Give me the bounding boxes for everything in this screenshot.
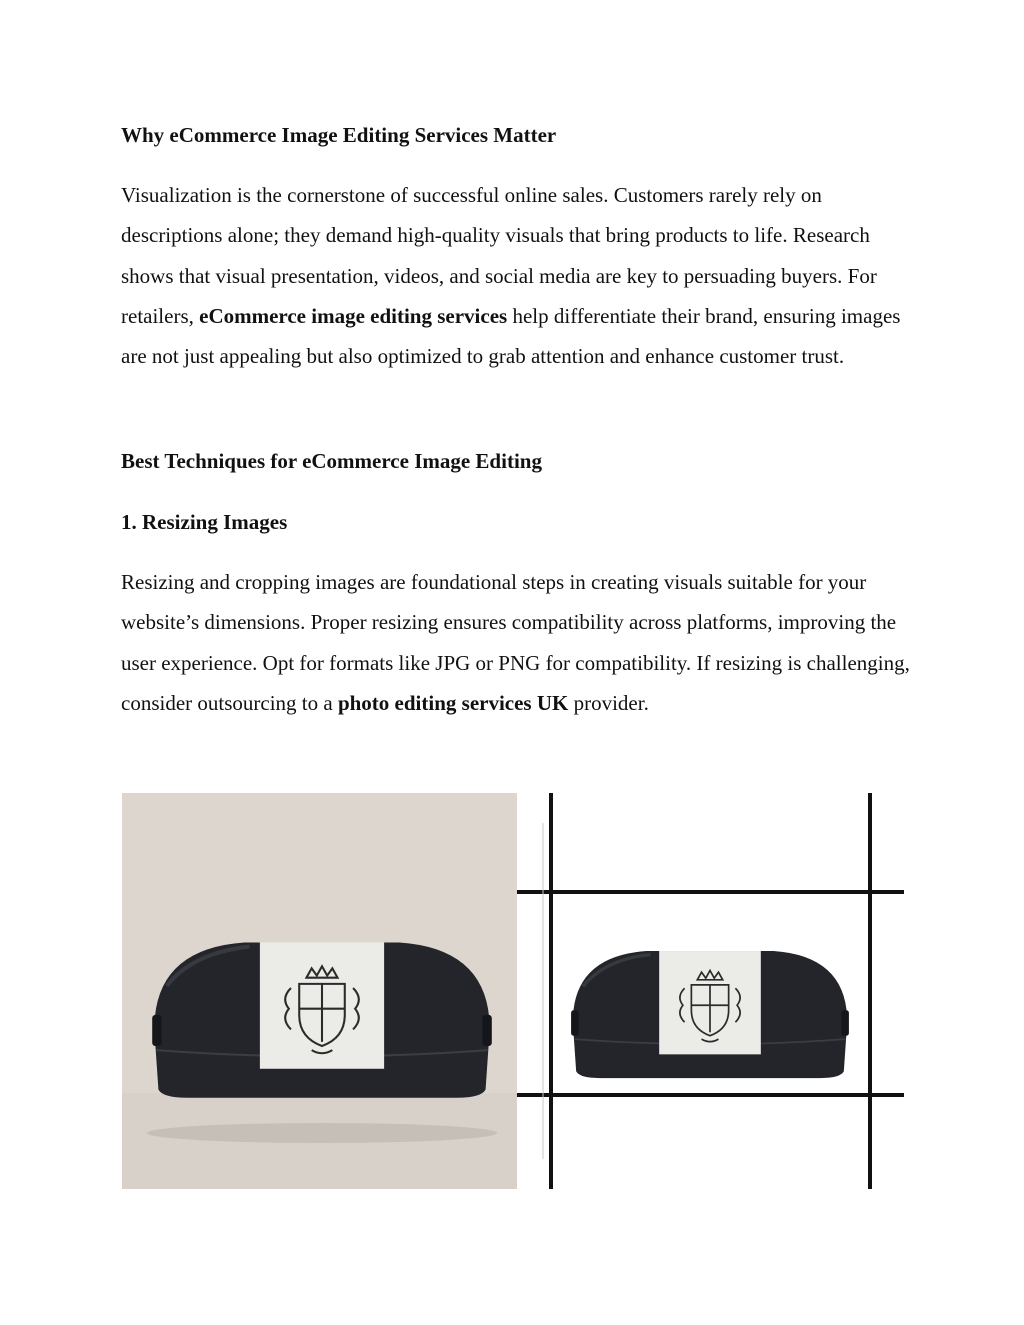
heading-why-ecommerce: Why eCommerce Image Editing Services Matter: [121, 123, 557, 147]
bold-term-ecommerce-services: eCommerce image editing services: [199, 303, 508, 328]
paragraph-text: Visualization is the cornerstone of successful online sales. Customers rarely rely on descriptions alone; they demand high-quality visuals that bring products to life. Research shows that visual presentation, videos, and social media are key to persuading buyers. For retailers,: [121, 183, 877, 328]
paragraph-text: help differentiate their brand, ensuring images are not just appealing but also optimized to grab attention and enhance customer trust.: [121, 303, 901, 369]
heading-resizing-images: 1. Resizing Images: [121, 510, 288, 534]
paragraph-visualization: [121, 175, 911, 376]
paragraph-text: provider.: [568, 690, 649, 715]
bold-term-photo-editing-uk: photo editing services UK: [337, 690, 569, 715]
paragraph-text: Resizing and cropping images are foundational steps in creating visuals suitable for your website’s dimensions. Proper resizing ensures compatibility across platforms, improving the user experience. Opt for formats like JPG or PNG for compatibility. If resizing is challenging, consider outsourcing to a: [121, 570, 910, 715]
paragraph-resizing: [121, 562, 911, 723]
heading-best-techniques: Best Techniques for eCommerce Image Editing: [121, 449, 542, 473]
bag-comparison-figure: [122, 793, 904, 1189]
bag-original: [152, 942, 492, 1097]
bag-resized: [571, 951, 849, 1078]
